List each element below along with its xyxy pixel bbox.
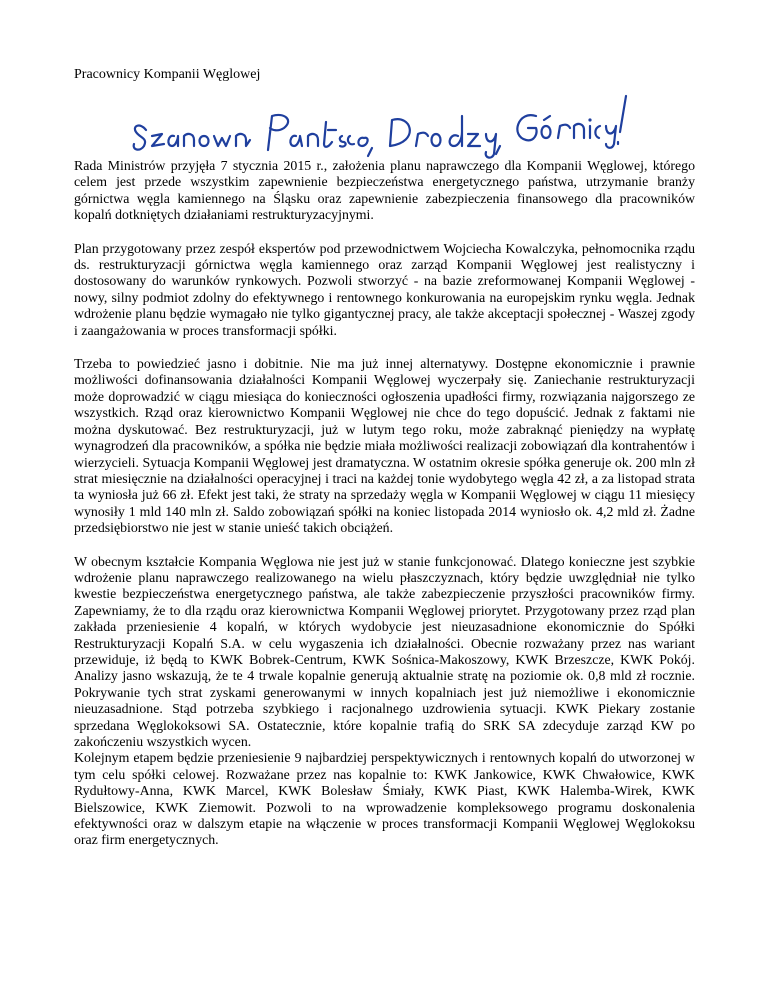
handwritten-greeting-signature-icon	[128, 92, 628, 162]
handwritten-greeting	[128, 92, 628, 162]
letter-paragraph-1: Rada Ministrów przyjęła 7 stycznia 2015 r., założenia planu naprawczego dla Kompanii Węglowej, którego celem jest przede wszystkim zapewnienie bezpieczeństwa energetycznego państwa, utrzymanie branży górnictwa węgla kamiennego na Śląsku oraz zapewnienie zabezpieczenia finansowego dla pracowników kopalń dotkniętych działaniami restrukturyzacyjnymi.	[74, 158, 695, 223]
letter-body	[74, 158, 695, 866]
letter-paragraph-4: W obecnym kształcie Kompania Węglowa nie jest już w stanie funkcjonować. Dlatego konieczne jest szybkie wdrożenie planu naprawczego realizowanego na wielu płaszczyznach, który będzie uwzględniał nie tylko kwestie bezpieczeństwa energetycznego państwa, ale także zabezpieczenie przyszłości pracowników firmy. Zapewniamy, że to dla rządu oraz kierownictwa Kompanii Węglowej priorytet. Przygotowany przez rząd plan zakłada przeniesienie 4 kopalń, w których wydobycie jest nieuzasadnione ekonomicznie do Spółki Restrukturyzacji Kopalń S.A. w celu wygaszenia ich działalności. Obecnie rozważany przez nas wariant przewiduje, iż będą to KWK Bobrek-Centrum, KWK Sośnica-Makoszowy, KWK Brzeszcze, KWK Pokój. Analizy jasno wskazują, że te 4 trwale kopalnie generują aktualnie stratę na poziomie ok. 0,8 mld zł rocznie. Pokrywanie tych strat zyskami generowanymi w innych kopalniach jest już niemożliwe i ekonomicznie nieuzasadnione. Stąd potrzeba szybkiego i racjonalnego uzdrowienia sytuacji. KWK Piekary zostanie sprzedana Węglokoksowi SA. Ostatecznie, które kopalnie trafią do SRK SA zdecyduje zarząd KW po zakończeniu wszystkich wycen.	[74, 553, 695, 749]
letter-paragraph-3: Trzeba to powiedzieć jasno i dobitnie. Nie ma już innej alternatywy. Dostępne ekonomicznie i prawnie możliwości dofinansowania działalności Kompanii Węglowej wyczerpały się. Zaniechanie restrukturyzacji może doprowadzić w ciągu miesiąca do konieczności ogłoszenia upadłości firmy, rozwiązania najgorszego ze wszystkich. Rząd oraz kierownictwo Kompanii Węglowej nie chce do tego dopuścić. Jednak z faktami nie można dyskutować. Bez restrukturyzacji, już w lutym tego roku, może zabraknąć pieniędzy na wypłatę wynagrodzeń dla pracowników, a spółka nie będzie miała możliwości realizacji zobowiązań dla kontrahentów i wierzycieli. Sytuacja Kompanii Węglowej jest dramatyczna. W ostatnim okresie spółka generuje ok. 200 mln zł strat miesięcznie na działalności operacyjnej i traci na każdej tonie wydobytego węgla 42 zł, a za listopad strata ta wyniosła już 66 zł. Efekt jest taki, że straty na sprzedaży węgla w Kompanii Węglowej w ciągu 11 miesięcy wynosiły 1 mld 140 mln zł. Saldo zobowiązań spółki na koniec listopada 2014 wyniosło ok. 4,2 mld zł. Żadne przedsiębiorstwo nie jest w stanie unieść takich obciążeń.	[74, 356, 695, 536]
letter-addressee: Pracownicy Kompanii Węglowej	[74, 67, 261, 82]
letter-paragraph-2: Plan przygotowany przez zespół ekspertów pod przewodnictwem Wojciecha Kowalczyka, pełnomocnika rządu ds. restrukturyzacji górnictwa węgla kamiennego oraz zarząd Kompanii Węglowej jest realistyczny i dostosowany do warunków rynkowych. Pozwoli stworzyć - na bazie zreformowanej Kompanii Węglowej - nowy, silny podmiot zdolny do efektywnego i rentownego konkurowania na europejskim rynku węgla. Jednak wdrożenie planu będzie wymagało nie tylko gigantycznej pracy, ale także akceptacji społecznej - Waszej zgody i zaangażowania w proces transformacji spółki.	[74, 240, 695, 338]
letter-paragraph-5: Kolejnym etapem będzie przeniesienie 9 najbardziej perspektywicznych i rentownych kopalń do utworzonej w tym celu spółki celowej. Rozważane przez nas kopalnie to: KWK Jankowice, KWK Chwałowice, KWK Rydułtowy-Anna, KWK Marcel, KWK Bolesław Śmiały, KWK Piast, KWK Halemba-Wirek, KWK Bielszowice, KWK Ziemowit. Pozwoli to na wprowadzenie kompleksowego programu doskonalenia efektywności oraz w dalszym etapie na włączenie w proces transformacji Kompanii Węglowej Węglokoksu oraz firm energetycznych.	[74, 750, 695, 848]
